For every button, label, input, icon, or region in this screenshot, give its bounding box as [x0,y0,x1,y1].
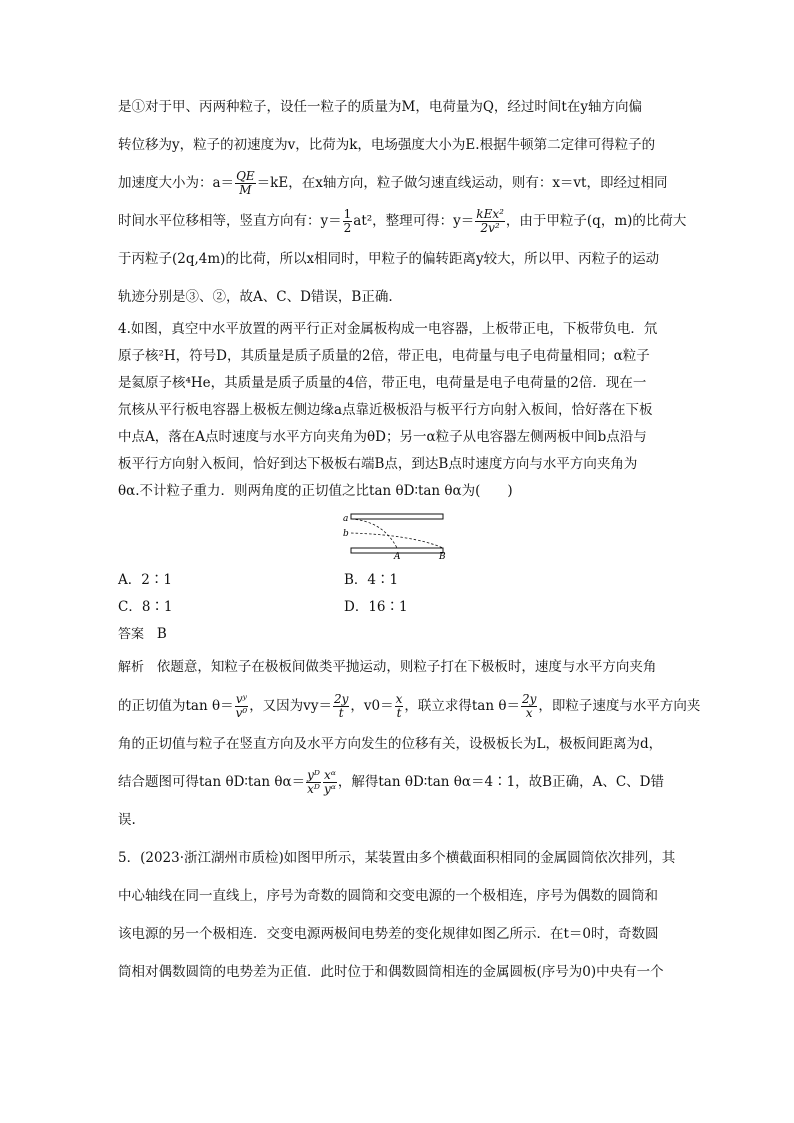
question-5-line: 筒相对偶数圆筒的电势差为正值．此时位于和偶数圆筒相连的金属圆板(序号为0)中央有一个 [118,964,664,980]
denominator: x [525,706,533,720]
numerator: vʸ [235,692,247,706]
option-a: A．2∶1 [118,572,172,588]
fraction [521,693,537,720]
text-line [118,202,687,240]
fraction [333,693,349,720]
document-page [118,88,701,991]
question-4-line: 板平行方向射入板间，恰好到达下极板右端B点，到达B点时速度方向与水平方向夹角为 [118,456,638,472]
text-span: 加速度大小为：a＝ [118,175,235,191]
numerator: 1 [343,207,352,221]
answer-options [118,567,678,621]
fraction [475,208,505,235]
text-span: 依题意，知粒子在极板间做类平抛运动，则粒子打在下极板时，速度与水平方向夹角 [156,659,657,675]
text-span: 结合题图可得tan θD∶tan θα＝ [118,774,306,790]
text-line [118,164,678,202]
fraction [395,693,404,720]
question-4-line: 氘核从平行板电容器上极板左侧边缘a点靠近极板沿与板平行方向射入板间，恰好落在下板 [118,402,653,418]
question-4-line: 4.如图，真空中水平放置的两平行正对金属板构成一电容器，上板带正电，下板带负电．氘 [118,321,658,337]
text-span: 时间水平位移相等，竖直方向有：y＝ [118,213,342,229]
option-b: B．4∶1 [344,572,399,588]
text-span: ，即粒子速度与水平方向夹 [538,698,701,714]
denominator: M [239,183,252,197]
label-B: B [439,552,446,559]
text-span: ，又因为vy＝ [249,698,332,714]
text-span: ，由于甲粒子(q，m)的比荷大 [505,213,687,229]
question-5-line: 5．(2023·浙江湖州市质检)如图甲所示，某装置由多个横截面积相同的金属圆筒依次排列，其 [118,850,676,866]
text-span: at²，整理可得：y＝ [353,213,475,229]
text-line: 转位移为y，粒子的初速度为v，比荷为k，电场强度大小为E.根据牛顿第二定律可得粒子的 [118,137,656,153]
label-A: A [394,552,401,559]
analysis-label: 解析 [118,660,145,675]
numerator: x [395,692,403,706]
text-line: 轨迹分别是③、②，故A、C、D错误，B正确. [118,289,393,305]
answer-value: B [156,626,167,642]
text-span: ，v0＝ [350,698,394,714]
question-4-line: θα.不计粒子重力．则两角度的正切值之比tan θD∶tan θα为( ) [118,483,513,499]
numerator: QE [236,169,255,183]
fraction [343,208,353,235]
text-line: 是①对于甲、丙两种粒子，设任一粒子的质量为M，电荷量为Q，经过时间t在y轴方向偏 [118,99,642,115]
question-4-line: 是氦原子核⁴He，其质量是质子质量的4倍，带正电，电荷量是电子电荷量的2倍．现在一 [118,375,647,391]
numerator: kEx² [476,207,504,221]
question-5-line: 该电源的另一个极相连．交变电源两极间电势差的变化规律如图乙所示．在t＝0时，奇数圆 [118,926,659,942]
label-b: b [343,529,349,539]
capacitor-figure [343,511,678,563]
label-a: a [343,514,349,524]
numerator: xᵅ [323,768,336,782]
option-c: C．8∶1 [118,599,173,615]
denominator: v⁰ [235,706,248,720]
denominator: t [396,706,402,720]
question-4-line: 中点A，落在A点时速度与水平方向夹角为θD；另一α粒子从电容器左侧两板中间b点沿与 [118,429,647,445]
alpha-path [351,533,443,548]
denominator: 2 [343,221,352,235]
numerator: 2y [521,692,537,706]
fraction [235,170,256,197]
analysis-line [118,763,678,801]
denominator: 2v² [480,221,500,235]
denominator: t [338,706,344,720]
numerator: yᴰ [307,768,320,782]
analysis-line: 误. [118,812,136,828]
question-4-line: 原子核²H，符号D，其质量是质子质量的2倍，带正电，电荷量与电子电荷量相同；α粒子 [118,348,650,364]
fraction [235,693,249,720]
text-span: ＝kE，在x轴方向，粒子做匀速直线运动，则有：x＝vt，即经过相同 [256,175,668,191]
text-line: 于丙粒子(2q,4m)的比荷，所以x相同时，甲粒子的偏转距离y较大，所以甲、丙粒子的运动 [118,251,660,267]
option-d: D．16∶1 [344,599,408,615]
analysis-line [118,648,678,687]
capacitor-diagram [343,511,453,559]
denominator: yᵅ [323,782,336,796]
numerator: 2y [333,692,349,706]
text-span: ，解得tan θD∶tan θα＝4∶1，故B正确，A、C、D错 [337,774,665,790]
denominator: xᴰ [307,782,320,796]
answer-line [118,621,678,648]
analysis-line [118,687,701,725]
text-span: 的正切值为tan θ＝ [118,698,234,714]
text-span: ，联立求得tan θ＝ [404,698,520,714]
fraction [323,769,337,796]
answer-label: 答案 [118,627,145,642]
fraction [306,769,321,796]
analysis-line: 角的正切值与粒子在竖直方向及水平方向发生的位移有关，设极板长为L，极板间距离为d， [118,736,663,752]
question-5-line: 中心轴线在同一直线上，序号为奇数的圆筒和交变电源的一个极相连，序号为偶数的圆筒和 [118,888,658,904]
upper-plate [351,514,443,519]
